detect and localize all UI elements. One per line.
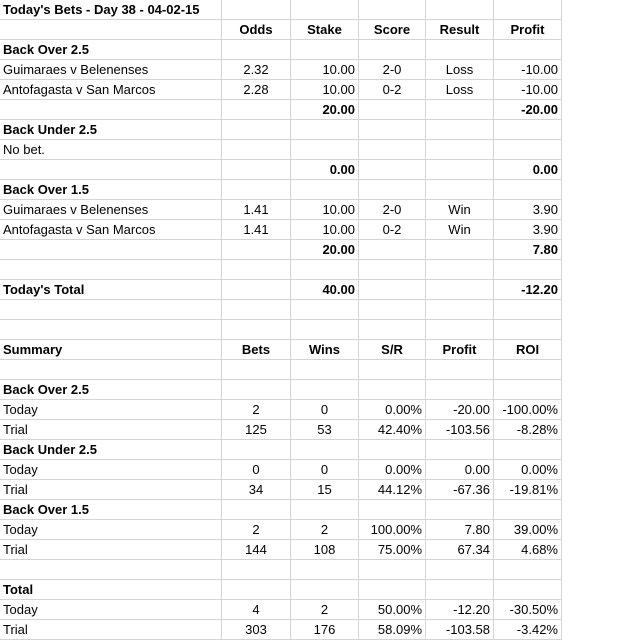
summary-wins[interactable]: 2 — [291, 520, 359, 540]
empty-row — [0, 360, 637, 380]
todays-total-label[interactable]: Today's Total — [0, 280, 222, 300]
summary-label[interactable]: Trial — [0, 620, 222, 640]
summary-roi[interactable]: 39.00% — [494, 520, 562, 540]
header-sr[interactable]: S/R — [359, 340, 426, 360]
bet-odds[interactable]: 1.41 — [222, 220, 291, 240]
summary-wins[interactable]: 53 — [291, 420, 359, 440]
todays-total-stake[interactable]: 40.00 — [291, 280, 359, 300]
subtotal-row — [0, 100, 637, 120]
title-row — [0, 0, 637, 20]
summary-label[interactable]: Today — [0, 460, 222, 480]
todays-total-row — [0, 280, 637, 300]
empty-row — [0, 320, 637, 340]
summary-row — [0, 460, 637, 480]
summary-row — [0, 520, 637, 540]
summary-bets[interactable]: 303 — [222, 620, 291, 640]
summary-group-row — [0, 380, 637, 400]
summary-roi[interactable]: -100.00% — [494, 400, 562, 420]
summary-roi[interactable]: -19.81% — [494, 480, 562, 500]
summary-profit[interactable]: -103.58 — [426, 620, 494, 640]
header-result[interactable]: Result — [426, 20, 494, 40]
subtotal-profit[interactable]: 0.00 — [494, 160, 562, 180]
bet-match[interactable]: Guimaraes v Belenenses — [0, 60, 222, 80]
summary-group-name[interactable]: Total — [0, 580, 222, 600]
summary-group-name[interactable]: Back Under 2.5 — [0, 440, 222, 460]
header-stake[interactable]: Stake — [291, 20, 359, 40]
summary-label[interactable]: Trial — [0, 540, 222, 560]
bet-score[interactable]: 2-0 — [359, 200, 426, 220]
bet-score[interactable]: 2-0 — [359, 60, 426, 80]
bet-profit[interactable]: 3.90 — [494, 220, 562, 240]
summary-bets[interactable]: 125 — [222, 420, 291, 440]
summary-row — [0, 420, 637, 440]
no-bet-note[interactable]: No bet. — [0, 140, 222, 160]
summary-group-row — [0, 580, 637, 600]
summary-row — [0, 620, 637, 640]
summary-label[interactable]: Today — [0, 600, 222, 620]
empty-row — [0, 560, 637, 580]
subtotal-profit[interactable]: -20.00 — [494, 100, 562, 120]
section-heading-row — [0, 40, 637, 60]
subtotal-stake[interactable]: 20.00 — [291, 100, 359, 120]
bet-odds[interactable]: 1.41 — [222, 200, 291, 220]
sheet-title[interactable]: Today's Bets - Day 38 - 04-02-15 — [0, 0, 222, 20]
summary-wins[interactable]: 15 — [291, 480, 359, 500]
summary-group-row — [0, 500, 637, 520]
summary-roi[interactable]: -8.28% — [494, 420, 562, 440]
summary-roi[interactable]: 0.00% — [494, 460, 562, 480]
header-wins[interactable]: Wins — [291, 340, 359, 360]
section-heading-row — [0, 120, 637, 140]
summary-wins[interactable]: 108 — [291, 540, 359, 560]
todays-total-profit[interactable]: -12.20 — [494, 280, 562, 300]
section-name[interactable]: Back Over 1.5 — [0, 180, 222, 200]
summary-profit[interactable]: -20.00 — [426, 400, 494, 420]
section-name[interactable]: Back Over 2.5 — [0, 40, 222, 60]
summary-row — [0, 400, 637, 420]
summary-row — [0, 600, 637, 620]
summary-label[interactable]: Trial — [0, 420, 222, 440]
bet-stake[interactable]: 10.00 — [291, 60, 359, 80]
summary-sr[interactable]: 58.09% — [359, 620, 426, 640]
summary-sr[interactable]: 44.12% — [359, 480, 426, 500]
bet-stake[interactable]: 10.00 — [291, 200, 359, 220]
bet-match[interactable]: Guimaraes v Belenenses — [0, 200, 222, 220]
summary-bets[interactable]: 144 — [222, 540, 291, 560]
summary-bets[interactable]: 2 — [222, 520, 291, 540]
summary-profit[interactable]: 7.80 — [426, 520, 494, 540]
bet-match[interactable]: Antofagasta v San Marcos — [0, 80, 222, 100]
bet-odds[interactable]: 2.28 — [222, 80, 291, 100]
summary-wins[interactable]: 176 — [291, 620, 359, 640]
bet-row — [0, 80, 637, 100]
subtotal-row — [0, 240, 637, 260]
header-score[interactable]: Score — [359, 20, 426, 40]
bet-result[interactable]: Win — [426, 200, 494, 220]
summary-sr[interactable]: 42.40% — [359, 420, 426, 440]
bet-result[interactable]: Loss — [426, 60, 494, 80]
summary-group-row — [0, 440, 637, 460]
bets-header-row — [0, 20, 637, 40]
summary-wins[interactable]: 0 — [291, 400, 359, 420]
section-name[interactable]: Back Under 2.5 — [0, 120, 222, 140]
summary-sr[interactable]: 0.00% — [359, 460, 426, 480]
summary-row — [0, 480, 637, 500]
summary-profit[interactable]: -12.20 — [426, 600, 494, 620]
summary-sr[interactable]: 0.00% — [359, 400, 426, 420]
subtotal-row — [0, 160, 637, 180]
summary-roi[interactable]: -30.50% — [494, 600, 562, 620]
bet-stake[interactable]: 10.00 — [291, 80, 359, 100]
header-odds[interactable]: Odds — [222, 20, 291, 40]
summary-row — [0, 540, 637, 560]
summary-bets[interactable]: 0 — [222, 460, 291, 480]
summary-roi[interactable]: 4.68% — [494, 540, 562, 560]
bet-row — [0, 60, 637, 80]
empty-row — [0, 260, 637, 280]
summary-profit[interactable]: 67.34 — [426, 540, 494, 560]
empty-row — [0, 300, 637, 320]
bet-row — [0, 220, 637, 240]
header-profit[interactable]: Profit — [426, 340, 494, 360]
summary-roi[interactable]: -3.42% — [494, 620, 562, 640]
summary-group-name[interactable]: Back Over 2.5 — [0, 380, 222, 400]
bet-score[interactable]: 0-2 — [359, 220, 426, 240]
subtotal-stake[interactable]: 20.00 — [291, 240, 359, 260]
summary-bets[interactable]: 4 — [222, 600, 291, 620]
bet-profit[interactable]: 3.90 — [494, 200, 562, 220]
summary-profit[interactable]: -103.56 — [426, 420, 494, 440]
bet-score[interactable]: 0-2 — [359, 80, 426, 100]
no-bet-row — [0, 140, 637, 160]
header-roi[interactable]: ROI — [494, 340, 562, 360]
bet-match[interactable]: Antofagasta v San Marcos — [0, 220, 222, 240]
header-bets[interactable]: Bets — [222, 340, 291, 360]
summary-sr[interactable]: 75.00% — [359, 540, 426, 560]
summary-wins[interactable]: 0 — [291, 460, 359, 480]
summary-bets[interactable]: 2 — [222, 400, 291, 420]
section-heading-row — [0, 180, 637, 200]
bet-row — [0, 200, 637, 220]
subtotal-stake[interactable]: 0.00 — [291, 160, 359, 180]
bet-result[interactable]: Loss — [426, 80, 494, 100]
summary-title[interactable]: Summary — [0, 340, 222, 360]
summary-bets[interactable]: 34 — [222, 480, 291, 500]
summary-label[interactable]: Today — [0, 400, 222, 420]
summary-label[interactable]: Today — [0, 520, 222, 540]
summary-header-row — [0, 340, 637, 360]
summary-profit[interactable]: -67.36 — [426, 480, 494, 500]
subtotal-profit[interactable]: 7.80 — [494, 240, 562, 260]
header-profit[interactable]: Profit — [494, 20, 562, 40]
summary-group-name[interactable]: Back Over 1.5 — [0, 500, 222, 520]
bet-profit[interactable]: -10.00 — [494, 80, 562, 100]
bet-result[interactable]: Win — [426, 220, 494, 240]
summary-sr[interactable]: 50.00% — [359, 600, 426, 620]
summary-wins[interactable]: 2 — [291, 600, 359, 620]
summary-label[interactable]: Trial — [0, 480, 222, 500]
bet-odds[interactable]: 2.32 — [222, 60, 291, 80]
bet-stake[interactable]: 10.00 — [291, 220, 359, 240]
bet-profit[interactable]: -10.00 — [494, 60, 562, 80]
summary-sr[interactable]: 100.00% — [359, 520, 426, 540]
summary-profit[interactable]: 0.00 — [426, 460, 494, 480]
